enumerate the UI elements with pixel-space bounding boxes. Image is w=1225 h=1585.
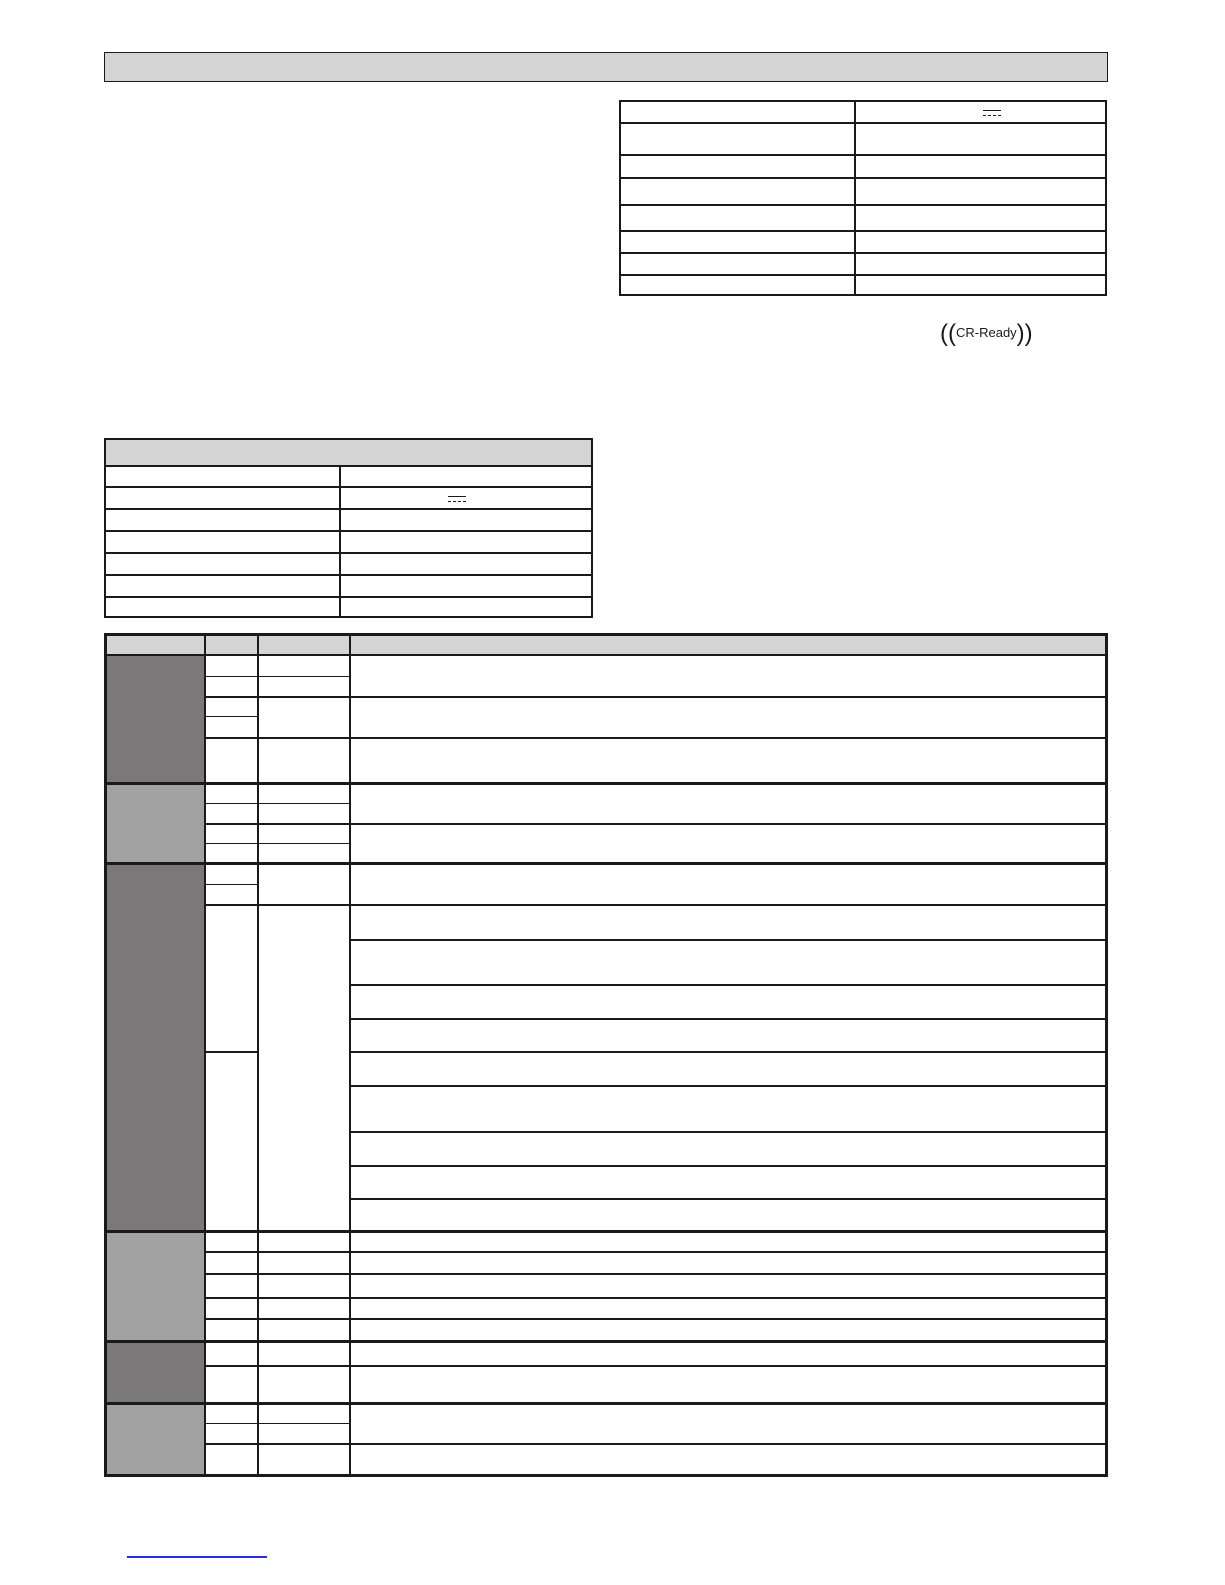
ce-mark-suffix: R-Ready [965,325,1017,340]
ce-red-ready-mark: ((CR-Ready)) [940,320,1033,347]
section-header-bar [104,52,1108,82]
main-table [104,633,1108,1477]
ce-mark-prefix: C [955,325,966,340]
spec-table-left [104,438,593,618]
footer-link[interactable] [127,1556,267,1558]
dc-current-icon [983,110,1001,118]
dc-current-icon [448,496,466,504]
spec-table-top [619,100,1107,296]
